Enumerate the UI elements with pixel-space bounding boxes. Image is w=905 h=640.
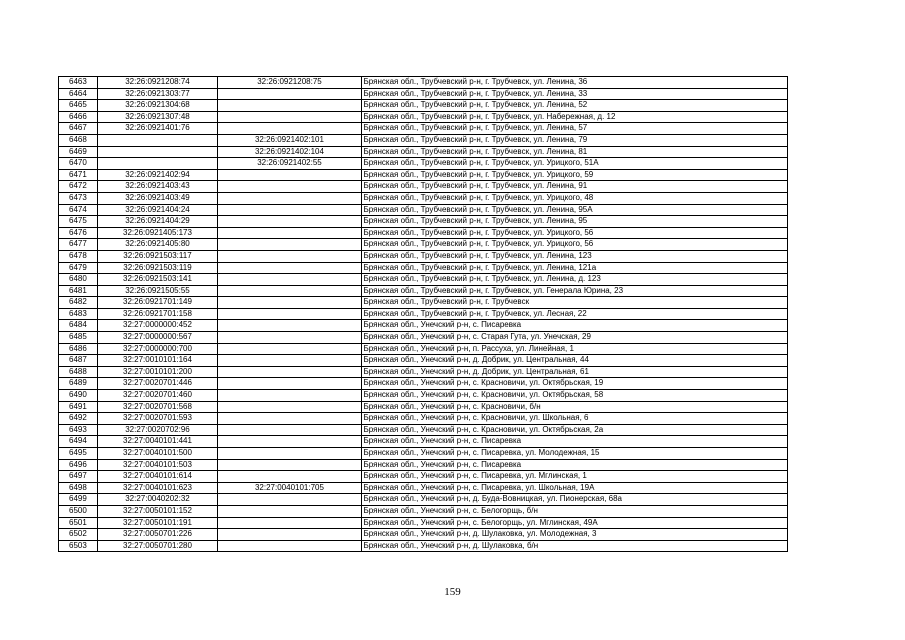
table-row [59, 308, 788, 320]
cadastral-number-alt-cell [218, 181, 361, 193]
row-number-cell: 6503 [59, 540, 98, 552]
cadastral-number-cell: 32:27:0050701:280 [97, 540, 218, 552]
row-number-cell: 6486 [59, 343, 98, 355]
cadastral-number-alt-cell [218, 297, 361, 309]
address-cell: Брянская обл., Унечский р-н, д. Буда-Вовницкая, ул. Пионерская, 68а [361, 494, 787, 506]
row-number-cell: 6470 [59, 158, 98, 170]
cadastral-number-alt-cell: 32:26:0921208:75 [218, 77, 361, 89]
cadastral-number-alt-cell: 32:26:0921402:55 [218, 158, 361, 170]
cadastral-number-alt-cell [218, 378, 361, 390]
row-number-cell: 6478 [59, 250, 98, 262]
address-cell: Брянская обл., Унечский р-н, д. Шулаковка, б/н [361, 540, 787, 552]
cadastral-number-cell: 32:27:0000000:452 [97, 320, 218, 332]
table-row [59, 471, 788, 483]
cadastral-number-alt-cell [218, 471, 361, 483]
cadastral-number-alt-cell [218, 320, 361, 332]
cadastral-number-cell: 32:27:0020701:446 [97, 378, 218, 390]
cadastral-number-alt-cell [218, 204, 361, 216]
table-row [59, 540, 788, 552]
cadastral-number-cell: 32:26:0921701:158 [97, 308, 218, 320]
row-number-cell: 6469 [59, 146, 98, 158]
table-row [59, 169, 788, 181]
row-number-cell: 6500 [59, 505, 98, 517]
table-row [59, 134, 788, 146]
row-number-cell: 6494 [59, 436, 98, 448]
table-row [59, 482, 788, 494]
cadastral-number-cell: 32:27:0040101:500 [97, 448, 218, 460]
address-cell: Брянская обл., Унечский р-н, с. Писаревка, ул. Школьная, 19А [361, 482, 787, 494]
cadastral-number-cell: 32:27:0020701:593 [97, 413, 218, 425]
cadastral-number-alt-cell [218, 88, 361, 100]
address-cell: Брянская обл., Унечский р-н, с. Старая Гута, ул. Унечская, 29 [361, 332, 787, 344]
table-row [59, 505, 788, 517]
cadastral-number-alt-cell [218, 123, 361, 135]
row-number-cell: 6502 [59, 529, 98, 541]
address-cell: Брянская обл., Унечский р-н, д. Добрик, ул. Центральная, 44 [361, 355, 787, 367]
page-number: 159 [444, 586, 461, 598]
table-row [59, 436, 788, 448]
address-cell: Брянская обл., Унечский р-н, д. Добрик, ул. Центральная, 61 [361, 366, 787, 378]
address-cell: Брянская обл., Трубчевский р-н, г. Трубчевск, ул. Набережная, д. 12 [361, 111, 787, 123]
cadastral-number-cell [97, 134, 218, 146]
row-number-cell: 6498 [59, 482, 98, 494]
table-row [59, 459, 788, 471]
cadastral-number-cell: 32:27:0050101:191 [97, 517, 218, 529]
cadastral-number-alt-cell [218, 390, 361, 402]
cadastral-number-alt-cell [218, 262, 361, 274]
row-number-cell: 6471 [59, 169, 98, 181]
cadastral-number-cell: 32:27:0000000:700 [97, 343, 218, 355]
table-row [59, 285, 788, 297]
address-cell: Брянская обл., Унечский р-н, п. Рассуха, ул. Линейная, 1 [361, 343, 787, 355]
table-row [59, 366, 788, 378]
table-row [59, 529, 788, 541]
row-number-cell: 6485 [59, 332, 98, 344]
cadastral-number-cell [97, 158, 218, 170]
table-row [59, 355, 788, 367]
table-row [59, 250, 788, 262]
address-cell: Брянская обл., Унечский р-н, с. Белогорщь, ул. Мглинская, 49А [361, 517, 787, 529]
cadastral-number-cell: 32:27:0050701:226 [97, 529, 218, 541]
address-cell: Брянская обл., Трубчевский р-н, г. Трубчевск, ул. Урицкого, 56 [361, 227, 787, 239]
row-number-cell: 6488 [59, 366, 98, 378]
table-row [59, 343, 788, 355]
cadastral-number-cell: 32:27:0040101:623 [97, 482, 218, 494]
table-row [59, 181, 788, 193]
cadastral-number-alt-cell [218, 274, 361, 286]
cadastral-number-alt-cell [218, 436, 361, 448]
cadastral-number-alt-cell [218, 413, 361, 425]
row-number-cell: 6476 [59, 227, 98, 239]
address-cell: Брянская обл., Трубчевский р-н, г. Трубчевск, ул. Ленина, 52 [361, 100, 787, 112]
address-cell: Брянская обл., Трубчевский р-н, г. Трубчевск, ул. Урицкого, 48 [361, 192, 787, 204]
cadastral-number-cell: 32:26:0921403:43 [97, 181, 218, 193]
table-row [59, 262, 788, 274]
cadastral-number-cell: 32:26:0921402:94 [97, 169, 218, 181]
cadastral-number-alt-cell [218, 250, 361, 262]
row-number-cell: 6480 [59, 274, 98, 286]
address-cell: Брянская обл., Унечский р-н, с. Писаревка [361, 320, 787, 332]
address-cell: Брянская обл., Унечский р-н, с. Писаревка, ул. Мглинская, 1 [361, 471, 787, 483]
row-number-cell: 6479 [59, 262, 98, 274]
row-number-cell: 6487 [59, 355, 98, 367]
address-cell: Брянская обл., Трубчевский р-н, г. Трубчевск [361, 297, 787, 309]
row-number-cell: 6495 [59, 448, 98, 460]
cadastral-number-alt-cell [218, 540, 361, 552]
address-cell: Брянская обл., Трубчевский р-н, г. Трубчевск, ул. Ленина, 123 [361, 250, 787, 262]
address-cell: Брянская обл., Унечский р-н, д. Шулаковка, ул. Молодежная, 3 [361, 529, 787, 541]
cadastral-number-alt-cell [218, 111, 361, 123]
table-row [59, 100, 788, 112]
address-cell: Брянская обл., Унечский р-н, с. Писаревка [361, 459, 787, 471]
cadastral-number-cell: 32:27:0040101:614 [97, 471, 218, 483]
table-row [59, 239, 788, 251]
cadastral-number-alt-cell [218, 459, 361, 471]
address-cell: Брянская обл., Трубчевский р-н, г. Трубчевск, ул. Ленина, 81 [361, 146, 787, 158]
cadastral-number-alt-cell: 32:26:0921402:104 [218, 146, 361, 158]
address-cell: Брянская обл., Трубчевский р-н, г. Трубчевск, ул. Ленина, 91 [361, 181, 787, 193]
address-cell: Брянская обл., Трубчевский р-н, г. Трубчевск, ул. Урицкого, 59 [361, 169, 787, 181]
cadastral-number-alt-cell [218, 529, 361, 541]
table-row [59, 424, 788, 436]
table-row [59, 320, 788, 332]
cadastral-number-cell: 32:26:0921401:76 [97, 123, 218, 135]
cadastral-number-cell: 32:26:0921303:77 [97, 88, 218, 100]
table-row [59, 146, 788, 158]
cadastral-number-alt-cell [218, 285, 361, 297]
address-cell: Брянская обл., Унечский р-н, с. Писаревка [361, 436, 787, 448]
table-row [59, 378, 788, 390]
cadastral-number-cell: 32:26:0921503:117 [97, 250, 218, 262]
cadastral-number-alt-cell: 32:26:0921402:101 [218, 134, 361, 146]
cadastral-number-alt-cell [218, 100, 361, 112]
cadastral-number-cell: 32:27:0010101:164 [97, 355, 218, 367]
address-cell: Брянская обл., Трубчевский р-н, г. Трубчевск, ул. Ленина, 33 [361, 88, 787, 100]
table-row [59, 401, 788, 413]
table-row [59, 204, 788, 216]
address-cell: Брянская обл., Трубчевский р-н, г. Трубчевск, ул. Урицкого, 56 [361, 239, 787, 251]
address-cell: Брянская обл., Трубчевский р-н, г. Трубчевск, ул. Ленина, 121а [361, 262, 787, 274]
row-number-cell: 6468 [59, 134, 98, 146]
cadastral-number-cell: 32:26:0921404:24 [97, 204, 218, 216]
cadastral-number-cell: 32:26:0921307:48 [97, 111, 218, 123]
row-number-cell: 6464 [59, 88, 98, 100]
address-cell: Брянская обл., Трубчевский р-н, г. Трубчевск, ул. Ленина, 57 [361, 123, 787, 135]
table-row [59, 517, 788, 529]
cadastral-number-cell: 32:27:0000000:567 [97, 332, 218, 344]
address-cell: Брянская обл., Трубчевский р-н, г. Трубчевск, ул. Ленина, д. 123 [361, 274, 787, 286]
table-row [59, 448, 788, 460]
cadastral-number-cell: 32:27:0050101:152 [97, 505, 218, 517]
row-number-cell: 6466 [59, 111, 98, 123]
cadastral-number-alt-cell [218, 227, 361, 239]
cadastral-number-alt-cell [218, 239, 361, 251]
cadastral-number-cell: 32:27:0040202:32 [97, 494, 218, 506]
cadastral-number-cell: 32:26:0921405:173 [97, 227, 218, 239]
table-row [59, 494, 788, 506]
cadastral-number-alt-cell [218, 401, 361, 413]
cadastral-number-cell: 32:26:0921405:80 [97, 239, 218, 251]
row-number-cell: 6491 [59, 401, 98, 413]
cadastral-number-alt-cell: 32:27:0040101:705 [218, 482, 361, 494]
row-number-cell: 6492 [59, 413, 98, 425]
cadastral-number-cell: 32:26:0921208:74 [97, 77, 218, 89]
address-cell: Брянская обл., Унечский р-н, с. Красновичи, ул. Октябрьская, 2а [361, 424, 787, 436]
cadastral-number-alt-cell [218, 216, 361, 228]
table-body [59, 77, 788, 552]
cadastral-number-alt-cell [218, 494, 361, 506]
row-number-cell: 6473 [59, 192, 98, 204]
cadastral-number-cell: 32:27:0040101:441 [97, 436, 218, 448]
address-cell: Брянская обл., Трубчевский р-н, г. Трубчевск, ул. Ленина, 79 [361, 134, 787, 146]
cadastral-number-cell: 32:27:0020701:568 [97, 401, 218, 413]
cadastral-number-alt-cell [218, 366, 361, 378]
table-row [59, 123, 788, 135]
table-row [59, 274, 788, 286]
table-row [59, 88, 788, 100]
cadastral-number-cell: 32:26:0921503:119 [97, 262, 218, 274]
cadastral-number-alt-cell [218, 332, 361, 344]
table-row [59, 227, 788, 239]
row-number-cell: 6463 [59, 77, 98, 89]
table-row [59, 77, 788, 89]
table-row [59, 216, 788, 228]
cadastral-number-alt-cell [218, 343, 361, 355]
cadastral-number-alt-cell [218, 169, 361, 181]
cadastral-table [58, 76, 788, 552]
cadastral-number-alt-cell [218, 517, 361, 529]
address-cell: Брянская обл., Трубчевский р-н, г. Трубчевск, ул. Ленина, 36 [361, 77, 787, 89]
cadastral-number-alt-cell [218, 505, 361, 517]
row-number-cell: 6465 [59, 100, 98, 112]
address-cell: Брянская обл., Трубчевский р-н, г. Трубчевск, ул. Ленина, 95 [361, 216, 787, 228]
cadastral-number-cell [97, 146, 218, 158]
address-cell: Брянская обл., Трубчевский р-н, г. Трубчевск, ул. Ленина, 95А [361, 204, 787, 216]
address-cell: Брянская обл., Унечский р-н, с. Красновичи, б/н [361, 401, 787, 413]
cadastral-number-alt-cell [218, 192, 361, 204]
cadastral-number-cell: 32:26:0921304:68 [97, 100, 218, 112]
address-cell: Брянская обл., Унечский р-н, с. Красновичи, ул. Школьная, 6 [361, 413, 787, 425]
cadastral-number-cell: 32:27:0020701:460 [97, 390, 218, 402]
row-number-cell: 6493 [59, 424, 98, 436]
cadastral-number-cell: 32:26:0921403:49 [97, 192, 218, 204]
table-row [59, 158, 788, 170]
cadastral-number-cell: 32:27:0020702:96 [97, 424, 218, 436]
address-cell: Брянская обл., Трубчевский р-н, г. Трубчевск, ул. Урицкого, 51А [361, 158, 787, 170]
row-number-cell: 6475 [59, 216, 98, 228]
row-number-cell: 6472 [59, 181, 98, 193]
cadastral-number-cell: 32:27:0010101:200 [97, 366, 218, 378]
table-row [59, 390, 788, 402]
address-cell: Брянская обл., Трубчевский р-н, г. Трубчевск, ул. Лесная, 22 [361, 308, 787, 320]
row-number-cell: 6474 [59, 204, 98, 216]
table-row [59, 332, 788, 344]
row-number-cell: 6489 [59, 378, 98, 390]
cadastral-number-alt-cell [218, 448, 361, 460]
row-number-cell: 6467 [59, 123, 98, 135]
cadastral-number-cell: 32:26:0921404:29 [97, 216, 218, 228]
address-cell: Брянская обл., Унечский р-н, с. Писаревка, ул. Молодежная, 15 [361, 448, 787, 460]
row-number-cell: 6483 [59, 308, 98, 320]
row-number-cell: 6484 [59, 320, 98, 332]
address-cell: Брянская обл., Унечский р-н, с. Красновичи, ул. Октябрьская, 19 [361, 378, 787, 390]
cadastral-number-alt-cell [218, 424, 361, 436]
row-number-cell: 6477 [59, 239, 98, 251]
table-row [59, 297, 788, 309]
address-cell: Брянская обл., Унечский р-н, с. Красновичи, ул. Октябрьская, 58 [361, 390, 787, 402]
cadastral-number-cell: 32:26:0921503:141 [97, 274, 218, 286]
cadastral-number-cell: 32:26:0921701:149 [97, 297, 218, 309]
row-number-cell: 6496 [59, 459, 98, 471]
row-number-cell: 6481 [59, 285, 98, 297]
address-cell: Брянская обл., Трубчевский р-н, г. Трубчевск, ул. Генерала Юрина, 23 [361, 285, 787, 297]
cadastral-number-cell: 32:26:0921505:55 [97, 285, 218, 297]
table-row [59, 111, 788, 123]
table-row [59, 413, 788, 425]
row-number-cell: 6497 [59, 471, 98, 483]
row-number-cell: 6482 [59, 297, 98, 309]
table-row [59, 192, 788, 204]
row-number-cell: 6499 [59, 494, 98, 506]
address-cell: Брянская обл., Унечский р-н, с. Белогорщь, б/н [361, 505, 787, 517]
row-number-cell: 6501 [59, 517, 98, 529]
cadastral-number-cell: 32:27:0040101:503 [97, 459, 218, 471]
row-number-cell: 6490 [59, 390, 98, 402]
cadastral-number-alt-cell [218, 355, 361, 367]
cadastral-number-alt-cell [218, 308, 361, 320]
